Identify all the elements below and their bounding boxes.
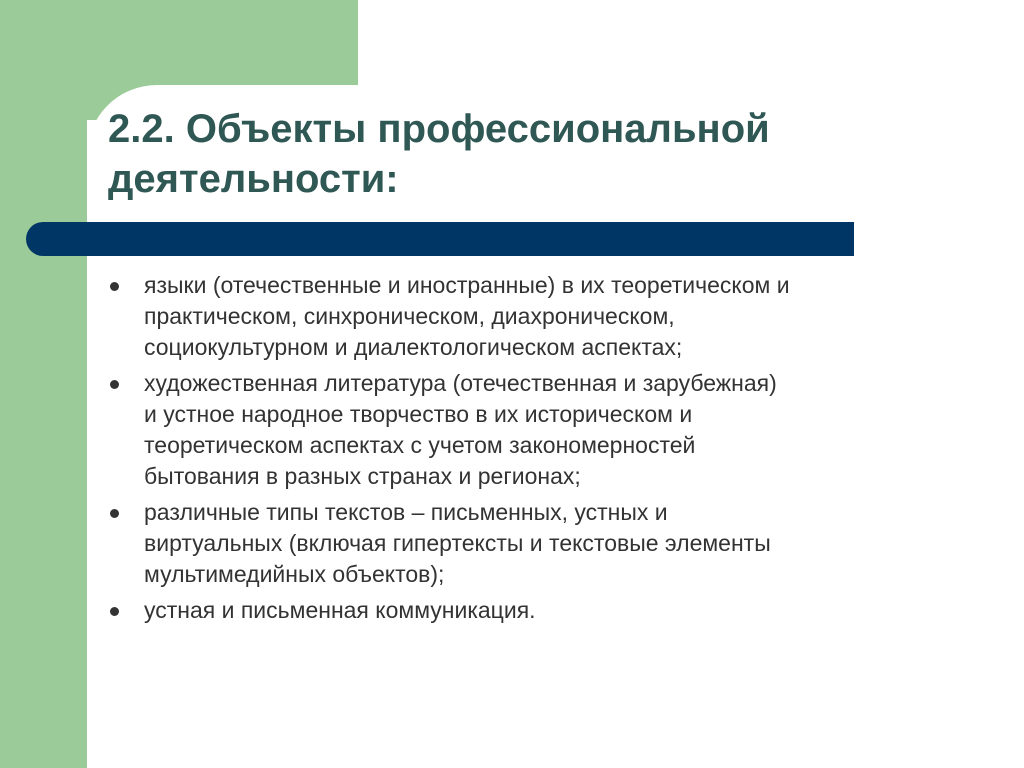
- bullet-line: практическом, синхроническом, диахроническом,: [144, 303, 675, 329]
- bullet-text: [144, 368, 978, 492]
- bullet-dot-icon: [110, 509, 119, 518]
- bullet-line: и устное народное творчество в их историческом и: [144, 401, 693, 427]
- bullet-text: [144, 270, 978, 363]
- bullet-item-literature: [108, 368, 978, 492]
- bullet-text: [144, 497, 978, 590]
- bullet-line: социокультурном и диалектологическом аспектах;: [144, 334, 683, 360]
- bullet-text: [144, 595, 978, 626]
- bullet-dot-icon: [110, 607, 119, 616]
- bullet-line: теоретическом аспектах с учетом закономерностей: [144, 432, 696, 458]
- bullet-item-communication: [108, 595, 978, 626]
- bullet-line: мультимедийных объектов);: [144, 561, 445, 587]
- bullet-line: художественная литература (отечественная и зарубежная): [144, 370, 777, 396]
- bullet-line: бытования в разных странах и регионах;: [144, 463, 581, 489]
- bullet-line: виртуальных (включая гипертексты и текстовые элементы: [144, 530, 771, 556]
- bullet-item-texts: [108, 497, 978, 590]
- bullet-dot-icon: [110, 380, 119, 389]
- decorative-green-block-left: [0, 0, 87, 768]
- bullet-line: устная и письменная коммуникация.: [144, 597, 536, 623]
- bullet-line: языки (отечественные и иностранные) в их теоретическом и: [144, 272, 790, 298]
- slide-title-line-2: деятельности:: [108, 157, 399, 201]
- bullet-item-languages: [108, 270, 978, 363]
- slide-title: [108, 104, 988, 204]
- slide-title-line-1: 2.2. Объекты профессиональной: [108, 107, 770, 151]
- bullet-list: [108, 270, 978, 631]
- title-divider-bar: [26, 222, 854, 256]
- bullet-line: различные типы текстов – письменных, устных и: [144, 499, 668, 525]
- bullet-dot-icon: [110, 282, 119, 291]
